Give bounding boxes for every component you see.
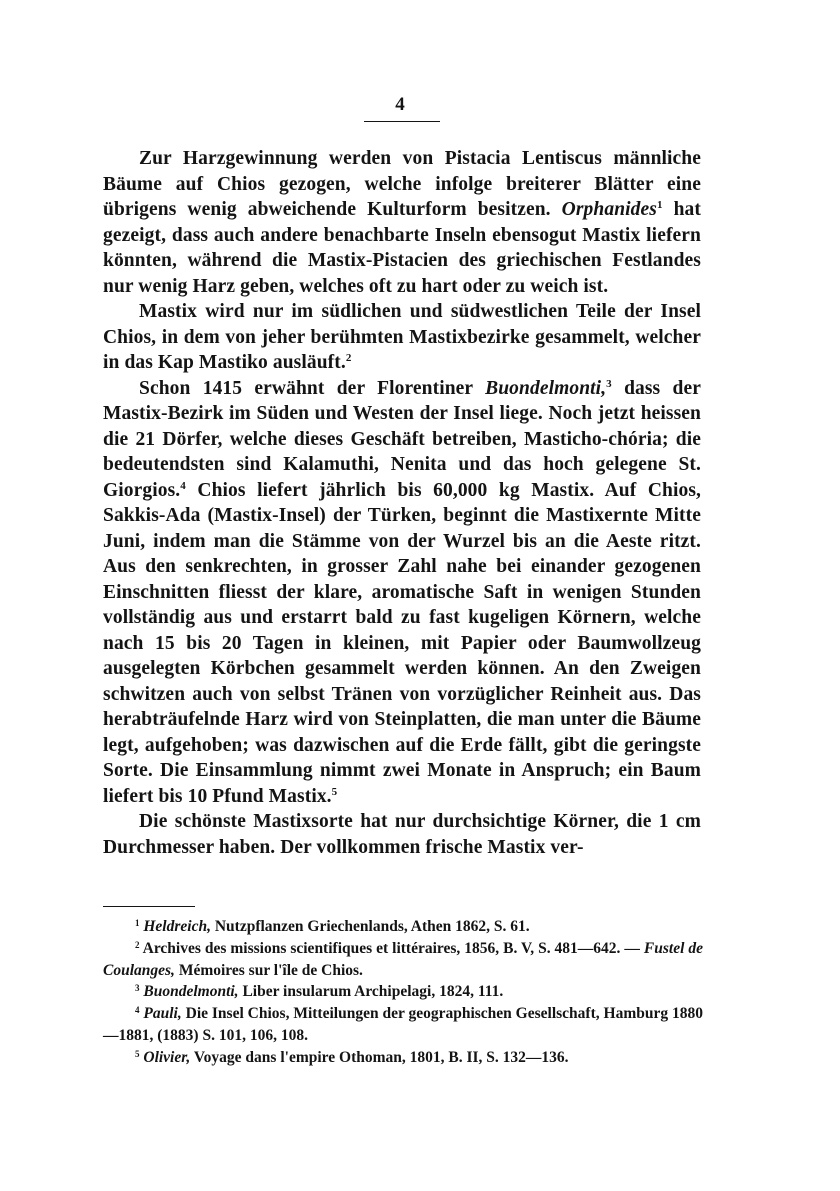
paragraph: Schon 1415 erwähnt der Florentiner Buondelmonti,$^3$ dass der Mastix-Bezirk im Süden und Westen der Insel liege. Noch jetzt heissen die 21 Dörfer, welche dieses Geschäft betreiben, Masticho-chória; die bedeutendsten sind Kalamuthi, Nenita und das hoch gelegene St. Giorgios.$^4$ Chios liefert jährlich bis 60,000 kg Mastix. Auf Chios, Sakkis-Ada (Mastix-Insel) der Türken, beginnt die Mastixernte Mitte Juni, indem man die Stämme von der Wurzel bis an die Aeste ritzt. Aus den senkrechten, in grosser Zahl nahe bei einander gezogenen Einschnitten fliesst der klare, aromatische Saft in wenigen Stunden vollständig aus und erstarrt bald zu fast kugeligen Körnern, welche nach 15 bis 20 Tagen in kleinen, mit Papier oder Baumwollzeug ausgelegten Körbchen gesammelt werden können. An den Zweigen schwitzen auch von selbst Tränen von vorzüglicher Reinheit aus. Das herabträufelnde Harz wird von Steinplatten, die man unter die Bäume legt, aufgehoben; was dazwischen auf die Erde fällt, gibt die geringste Sorte. Die Einsammlung nimmt zwei Monate in Anspruch; ein Baum liefert bis 10 Pfund Mastix.$^5$ xyxy=(103,377,701,807)
footnotes xyxy=(103,916,703,1069)
footnote-ref: 5 xyxy=(331,785,338,798)
body-text xyxy=(103,146,701,860)
paragraph: Mastix wird nur im südlichen und südwestlichen Teile der Insel Chios, in dem von jeher berühmten Mastixbezirke gesammelt, welcher in das Kap Mastiko ausläuft.$^2$ xyxy=(103,301,701,373)
author-name: Pauli, xyxy=(143,1005,182,1023)
page-number: 4 xyxy=(395,94,405,115)
paragraph: Zur Harzgewinnung werden von Pistacia Lentiscus männliche Bäume auf Chios gezogen, welche infolge breiterer Blätter eine übrigens wenig abweichende Kulturform besitzen. Orphanides$^1$ hat gezeigt, dass auch andere benachbarte Inseln ebensogut Mastix liefern könnten, während die Mastix-Pistacien des griechischen Festlandes nur wenig Harz geben, welches oft zu hart oder zu weich ist. xyxy=(103,148,701,297)
footnote-number: 3 xyxy=(135,983,140,994)
footnote-number: 1 xyxy=(135,918,140,928)
author-name: Heldreich, xyxy=(143,918,211,935)
footnote-ref: 2 xyxy=(345,352,352,364)
footnote-number: 4 xyxy=(135,1005,140,1016)
page-number-rule xyxy=(364,121,440,122)
footnote-rule xyxy=(103,906,195,907)
author-name: Buondelmonti, xyxy=(143,983,239,1001)
footnote: $^3$ Buondelmonti, Liber insularum Archipelagi, 1824, 111. xyxy=(135,983,504,1001)
footnote: $^1$ Heldreich, Nutzpflanzen Griechenlands, Athen 1862, S. 61. xyxy=(135,918,530,935)
footnote: $^2$ Archives des missions scientifiques et littéraires, 1856, B. V, S. 481—642. — Fustel de Coulanges, Mémoires sur l'île de Chios. xyxy=(103,939,703,979)
footnote-ref: 3 xyxy=(606,377,612,390)
paragraph: Die schönste Mastixsorte hat nur durchsichtige Körner, die 1 cm Durchmesser haben. Der vollkommen frische Mastix ver- xyxy=(103,811,701,858)
footnote-ref: 1 xyxy=(656,199,663,211)
author-name: Fustel de Coulanges, xyxy=(103,939,703,979)
author-name: Olivier, xyxy=(143,1048,191,1066)
footnote-number: 5 xyxy=(135,1048,140,1059)
footnote-number: 2 xyxy=(135,939,140,950)
footnote-ref: 4 xyxy=(180,479,186,492)
footnote: $^4$ Pauli, Die Insel Chios, Mitteilungen der geographischen Gesellschaft, Hamburg 1880—1881, (1883) S. 101, 106, 108. xyxy=(103,1005,704,1044)
footnote: $^5$ Olivier, Voyage dans l'empire Othoman, 1801, B. II, S. 132—136. xyxy=(135,1048,569,1066)
author-name: Orphanides xyxy=(561,199,657,220)
author-name: Buondelmonti, xyxy=(485,377,607,399)
